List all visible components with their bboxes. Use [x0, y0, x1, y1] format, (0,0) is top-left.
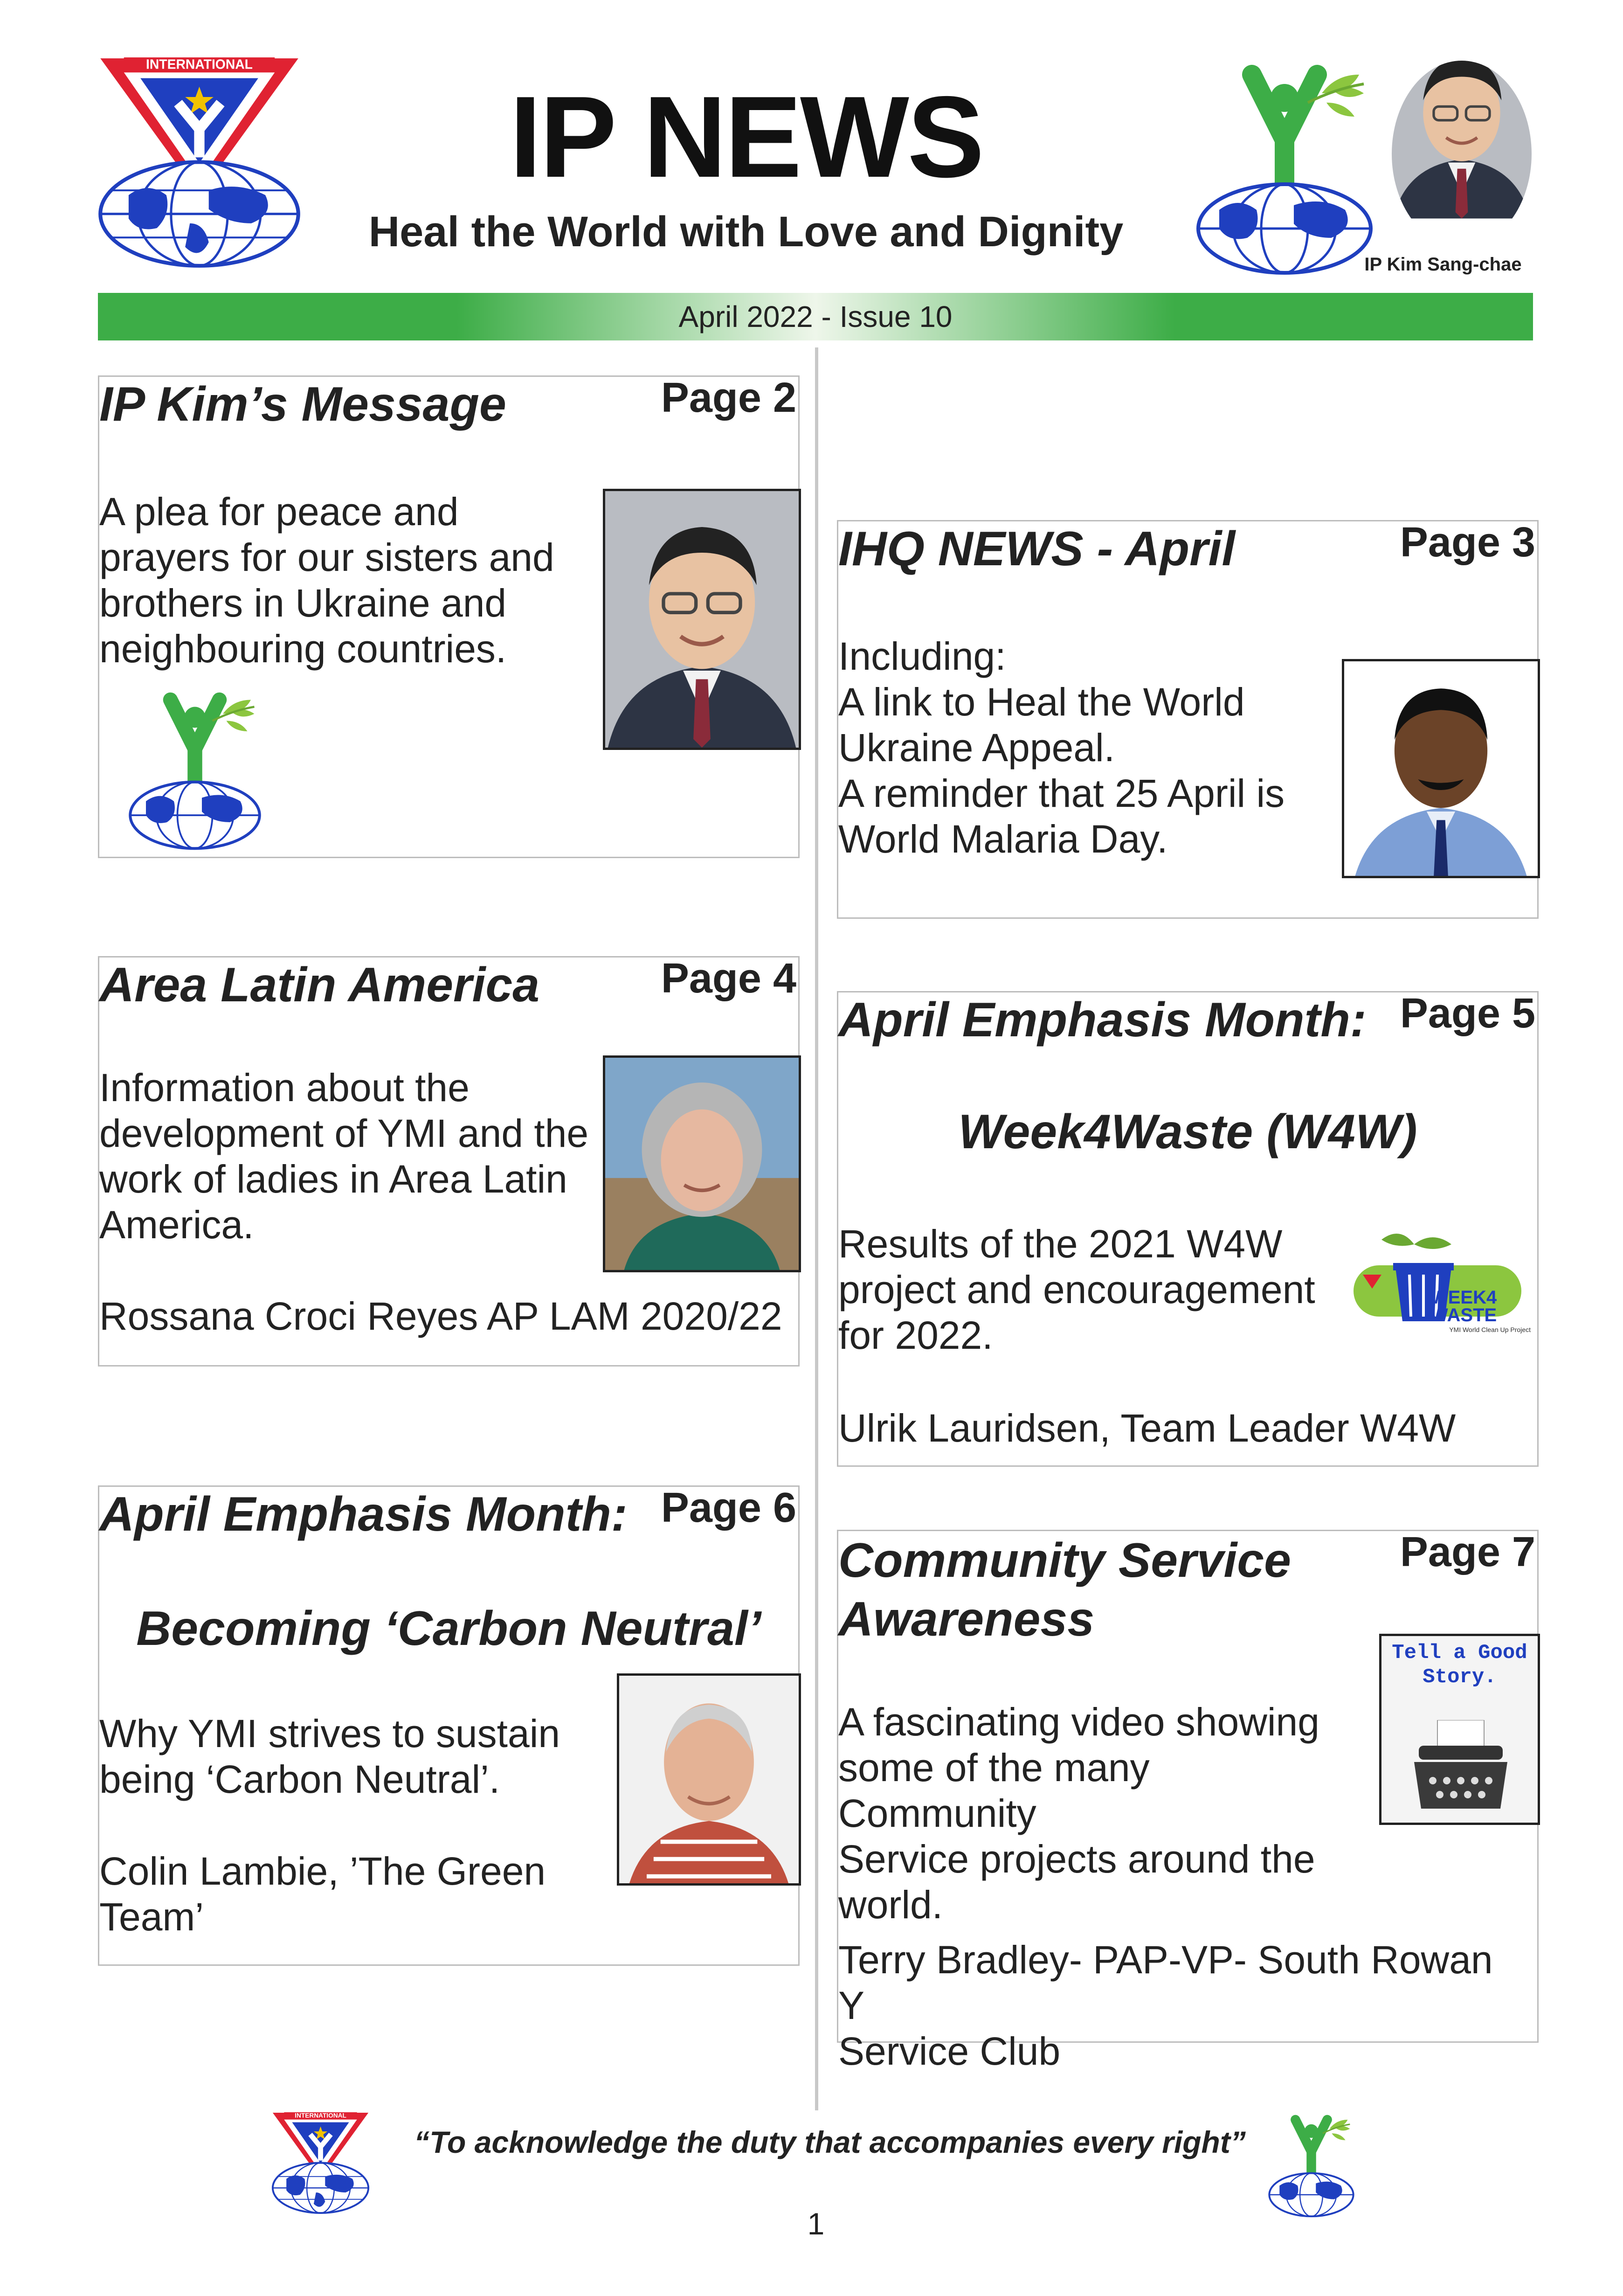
article-page-link[interactable]: Page 3	[1400, 519, 1535, 566]
article-text: Results of the 2021 W4W project and encouragement for 2022.	[838, 1222, 1315, 1357]
article-title: Area Latin America	[99, 958, 540, 1012]
newsletter-title: IP NEWS	[509, 72, 983, 201]
article-text: A plea for peace and prayers for our sisters and brothers in Ukraine and neighbouring countries.	[99, 490, 554, 671]
footer-quote: “To acknowledge the duty that accompanies every right”	[414, 2125, 1246, 2159]
article-title: Community Service Awareness	[838, 1533, 1291, 1646]
article-ihq-news[interactable]	[837, 520, 1539, 919]
article-community-service[interactable]	[837, 1529, 1539, 2073]
article-page-link[interactable]: Page 5	[1400, 990, 1535, 1037]
article-author: Rossana Croci Reyes AP LAM 2020/22	[99, 1294, 782, 1338]
article-ip-kim-message[interactable]	[98, 375, 800, 858]
portrait-caption: IP Kim Sang-chae	[1364, 254, 1522, 275]
ip-kim-photo	[603, 489, 801, 750]
article-week4waste[interactable]	[837, 991, 1539, 1467]
article-title: IP Kim’s Message	[99, 377, 506, 431]
article-text: Why YMI strives to sustain being ‘Carbon Neutral’.	[99, 1712, 560, 1801]
article-subtitle: Becoming ‘Carbon Neutral’	[136, 1602, 761, 1656]
newsletter-tagline: Heal the World with Love and Dignity	[368, 208, 1124, 256]
article-page-link[interactable]: Page 6	[661, 1484, 796, 1531]
article-title: IHQ NEWS - April	[838, 522, 1236, 576]
article-title: April Emphasis Month:	[99, 1487, 628, 1541]
video-thumbnail-text: Tell a Good Story.	[1392, 1641, 1527, 1689]
colin-lambie-photo	[617, 1673, 801, 1886]
page-number: 1	[807, 2206, 825, 2241]
typewriter-icon	[1409, 1720, 1512, 1813]
y-tree-globe-logo	[1191, 61, 1378, 275]
article-page-link[interactable]: Page 4	[661, 955, 796, 1002]
article-page-link[interactable]: Page 7	[1400, 1529, 1535, 1575]
article-author: Ulrik Lauridsen, Team Leader W4W	[838, 1406, 1456, 1450]
article-carbon-neutral[interactable]	[98, 1485, 800, 1966]
issue-bar: April 2022 - Issue 10	[98, 293, 1533, 340]
article-page-link[interactable]: Page 2	[661, 375, 796, 421]
ihq-photo	[1342, 659, 1540, 878]
week4waste-logo-caption: YMI World Clean Up Project	[1449, 1326, 1531, 1333]
latin-america-photo	[603, 1055, 801, 1272]
week4waste-logo-text: WEEK4 WASTE	[1430, 1287, 1497, 1325]
article-text: A fascinating video showing some of the many Community Service projects around the world.	[838, 1700, 1319, 1927]
ymi-international-logo	[96, 54, 303, 271]
video-thumbnail[interactable]	[1379, 1634, 1540, 1825]
ymi-international-logo	[270, 2110, 371, 2215]
y-tree-globe-logo	[125, 689, 265, 850]
article-area-latin-america[interactable]	[98, 956, 800, 1367]
column-divider	[815, 347, 818, 2110]
article-subtitle: Week4Waste (W4W)	[958, 1105, 1417, 1159]
article-text: Information about the development of YMI and the work of ladies in Area Latin America.	[99, 1066, 589, 1247]
article-text: Including: A link to Heal the World Ukraine Appeal. A reminder that 25 April is World Malaria Day.	[838, 634, 1285, 861]
week4waste-logo	[1349, 1230, 1531, 1352]
y-tree-globe-logo	[1266, 2113, 1357, 2218]
article-author: Terry Bradley- PAP-VP- South Rowan Y Service Club	[838, 1938, 1493, 2073]
ip-portrait	[1392, 61, 1532, 247]
article-title: April Emphasis Month:	[838, 993, 1367, 1047]
article-author: Colin Lambie, ’The Green Team’	[99, 1849, 546, 1939]
